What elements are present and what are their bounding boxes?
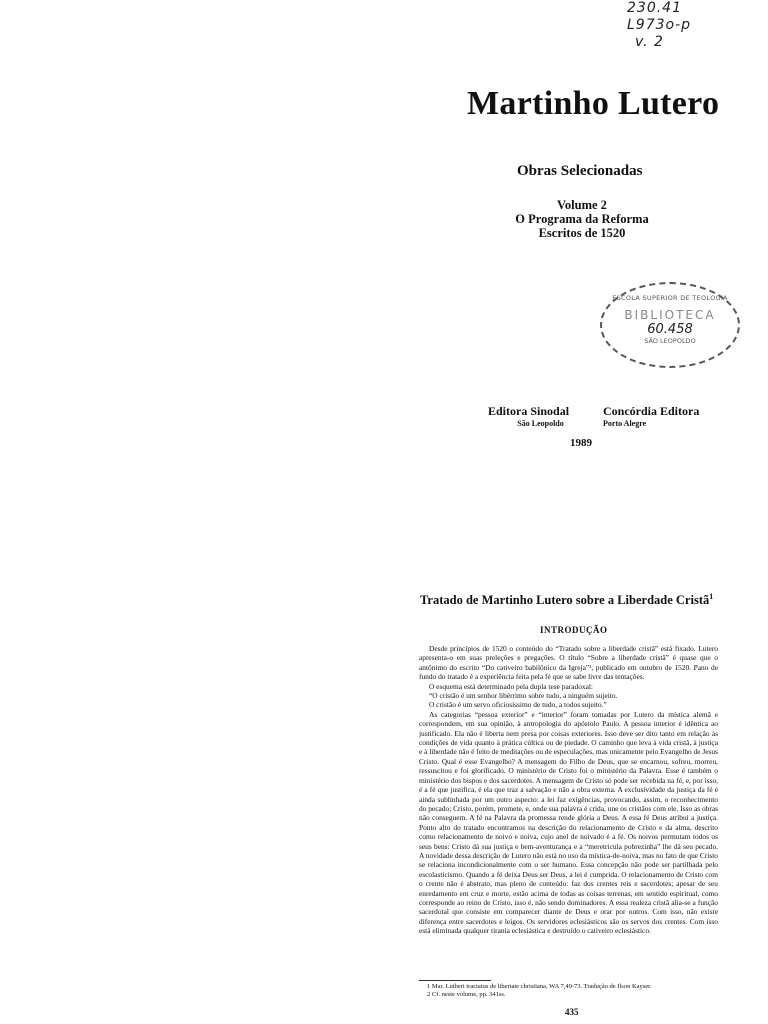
footnote: 2 Cf. neste volume, pp. 341ss. bbox=[427, 991, 506, 998]
publisher-name: Editora Sinodal bbox=[488, 404, 570, 418]
stamp-arc-text: ESCOLA SUPERIOR DE TEOLOGIA bbox=[612, 294, 728, 302]
call-number-line: v. 2 bbox=[635, 34, 664, 50]
treatise-title-text: Tratado de Martinho Lutero sobre a Liberdade Cristã bbox=[420, 593, 710, 608]
footnote: 1 Mar. Lutheri tractatus de libertate christiana, WA 7,49-73. Tradução de Ilson Kayser. bbox=[427, 983, 652, 990]
publisher-right bbox=[603, 404, 699, 428]
volume-info bbox=[432, 198, 732, 240]
publisher-city: Porto Alegre bbox=[603, 419, 647, 428]
page-number: 435 bbox=[565, 1007, 579, 1017]
library-stamp bbox=[600, 282, 740, 368]
stamp-center-text: BIBLIOTECA bbox=[624, 308, 716, 322]
book-series-title: Obras Selecionadas bbox=[517, 163, 643, 179]
stamp-number: 60.458 bbox=[647, 322, 693, 337]
footnote-marker: 1 bbox=[709, 592, 714, 601]
quote-line: O cristão é um servo oficiosíssimo de tudo, a todos sujeito.” bbox=[429, 700, 607, 710]
footnote-divider bbox=[419, 980, 491, 981]
stamp-city-text: SÃO LEOPOLDO bbox=[644, 337, 696, 345]
publisher-city: São Leopoldo bbox=[517, 419, 564, 428]
section-heading: INTRODUÇÃO bbox=[540, 625, 608, 635]
handwritten-call-number bbox=[627, 0, 691, 51]
volume-number: Volume 2 bbox=[557, 198, 607, 212]
introduction-body bbox=[419, 644, 718, 936]
paragraph: O esquema está determinado pela dupla tese paradoxal: bbox=[429, 681, 593, 691]
book-author-title: Martinho Lutero bbox=[467, 85, 720, 122]
call-number-line: 230.41 bbox=[627, 0, 682, 16]
volume-title: O Programa da Reforma bbox=[515, 212, 649, 226]
call-number-line: L973o-p bbox=[627, 17, 692, 33]
publisher-left bbox=[488, 404, 569, 428]
treatise-title bbox=[420, 592, 713, 608]
paragraph: Desde princípios de 1520 o conteúdo do “Tratado sobre a liberdade cristã” está fixado. Lutero apresenta-o em suas preleções e pregações. O título “Sobre a liberdade cristã” é quase que o antônimo do escrito “Do cativeiro babilônico da Igreja”², publicado em outubro de 1520. Pano de fundo do tratado é a experiência feita pela fé que se sabe livre das tentações. bbox=[419, 644, 718, 682]
publication-year: 1989 bbox=[570, 437, 592, 449]
paragraph: As categorias “pessoa exterior” e “interior” foram tomadas por Lutero da mística alemã e correspondem, em sua opinião, à antropologia do apóstolo Paulo. A pessoa interior é idêntica ao justificado. Ela não é liberta nem presa por coisas exteriores. Isso deve ser dito tanto em relação às condições de vida quanto à prática cúltica ou de piedade. O caminho que leva à vida cristã, à justiça e à liberdade não é feito de meditações ou de especulações, mas unicamente pelo Evangelho de Jesus Cristo. Qual é esse Evangelho? A mensagem do Filho de Deus, que se encarnou, sofreu, morreu, ressuscitou e foi glorificado. O ministério de Cristo foi o ministério da Palavra. Esse é também o ministério dos bispos e dos sacerdotes. A mensagem de Cristo só pode ser recebida na fé, e, por isso, é a fé que justifica, é ela que traz a salvação e não a obra externa. A exclusividade da justiça da fé é ainda sublinhada por um outro aspecto: a lei faz exigências, provocando, assim, o reconhecimento do pecado; Cristo, porém, promete, e, onde sua palavra é crida, une os cristãos com ele. Isso as obras não conseguem. A fé na Palavra da promessa rende glória a Deus. A essa fé Deus atribui a justiça. Ponto alto do tratado encontramos na descrição do relacionamento de Cristo e da alma, descrito como relacionamento de noivo e noiva, cujo anel de noivado é a fé. Os noivos permutam todos os seus bens: Cristo dá sua justiça e bem-aventurança e a “meretriculа pobrezinha” lhe dá seu pecado. A novidade dessa descrição de Lutero não está no uso da mística-de-noiva, mas no fato de que Cristo se relaciona incondicionalmente com o ser humano. Essa concepção não pode ser partilhada pelo escolasticismo. Quando a fé deixa Deus ser Deus, a lei é cumprida. O relacionamento de Cristo com o crente não é abstrato, mas pleno de conteúdo: faz dos crentes reis e sacerdotes; apesar de seu enredamento em cruz e morte, estão acima de todas as coisas terrenas, em sentido espiritual, como corresponde ao reino de Cristo, isso é, não sendo dominadores. A essa realeza cristã alia-se a função sacerdotal que consiste em comparecer diante de Deus e orar por outros. Com isso, não existe diferença entre sacerdotes e leigos. Os servidores eclesiásticos são os servos dos crentes. Com isso está eliminada qualquer tirania eclesiástica e destruído o cativeiro eclesiástico. bbox=[419, 709, 718, 936]
quote-line: “O cristão é um senhor libérrimo sobre tudo, a ninguém sujeito. bbox=[429, 691, 618, 701]
publisher-name: Concórdia Editora bbox=[603, 404, 700, 418]
volume-subtitle: Escritos de 1520 bbox=[538, 226, 626, 240]
